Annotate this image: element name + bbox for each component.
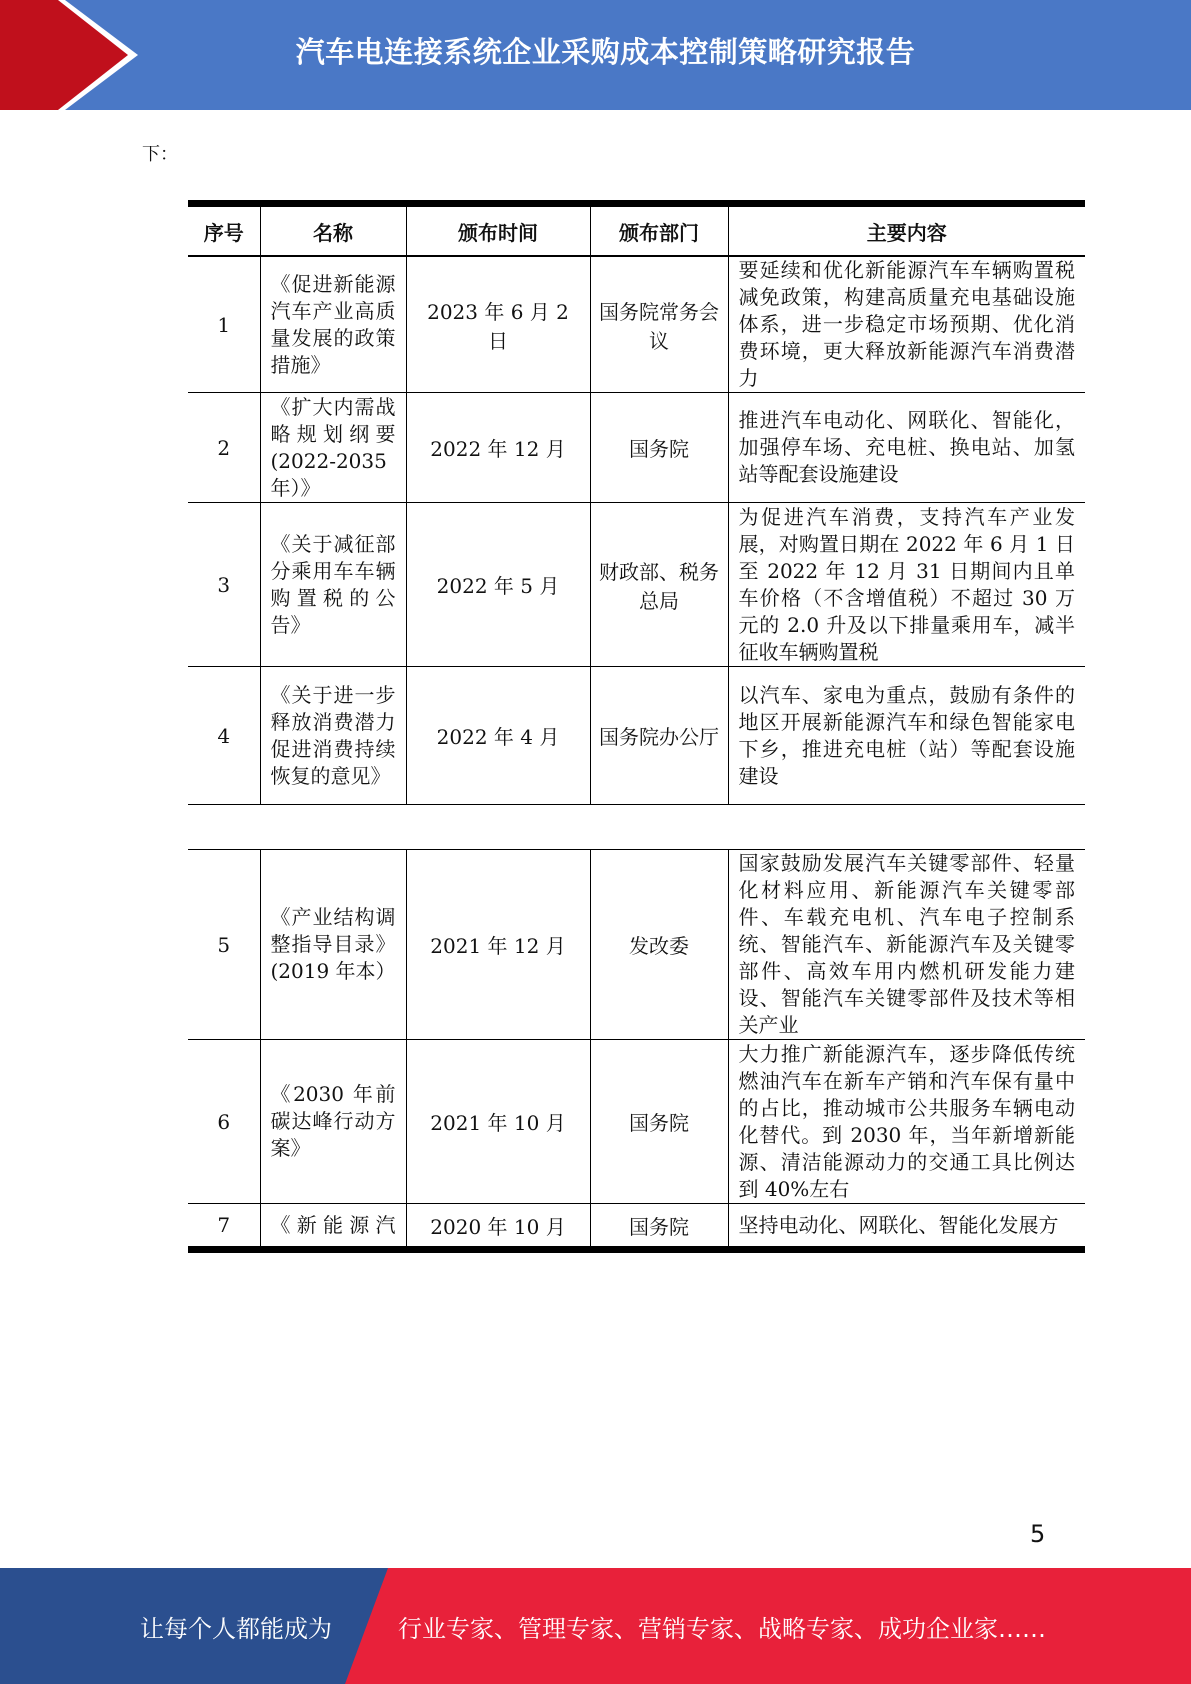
issuing-department: 国务院 xyxy=(590,1040,728,1204)
policy-name: 《扩大内需战略规划纲要(2022-2035年）》 xyxy=(260,393,406,503)
issue-date: 2022 年 5 月 xyxy=(406,503,590,667)
row-number: 1 xyxy=(188,256,260,393)
issuing-department: 国务院 xyxy=(590,393,728,503)
column-header: 名称 xyxy=(260,204,406,257)
policy-name: 《2030 年前碳达峰行动方案》 xyxy=(260,1040,406,1204)
policy-content: 为促进汽车消费，支持汽车产业发展，对购置日期在 2022 年 6 月 1 日至 2022 年 12 月 31 日期间内且单车价格（不含增值税）不超过 30 万元的 2.0 升及以下排量乘用车，减半征收车辆购置税 xyxy=(728,503,1085,667)
issue-date: 2021 年 10 月 xyxy=(406,1040,590,1204)
table-row xyxy=(188,667,1085,805)
column-header: 序号 xyxy=(188,204,260,257)
table-row xyxy=(188,393,1085,503)
policy-name: 《产业结构调整指导目录》(2019 年本） xyxy=(260,850,406,1040)
row-number: 2 xyxy=(188,393,260,503)
row-number: 7 xyxy=(188,1204,260,1250)
page-number: 5 xyxy=(1030,1520,1046,1548)
policy-table-part-1 xyxy=(188,200,1085,805)
issuing-department: 财政部、税务总局 xyxy=(590,503,728,667)
table-header-row xyxy=(188,204,1085,257)
policy-name: 《关于进一步释放消费潜力促进消费持续恢复的意见》 xyxy=(260,667,406,805)
table-row xyxy=(188,256,1085,393)
policy-name: 《关于减征部分乘用车车辆购置税的公告》 xyxy=(260,503,406,667)
column-header: 主要内容 xyxy=(728,204,1085,257)
issuing-department: 国务院 xyxy=(590,1204,728,1250)
table-row xyxy=(188,503,1085,667)
issue-date: 2021 年 12 月 xyxy=(406,850,590,1040)
intro-text: 下： xyxy=(142,144,178,165)
policy-name: 《新能源汽 xyxy=(260,1204,406,1250)
policy-content: 以汽车、家电为重点，鼓励有条件的地区开展新能源汽车和绿色智能家电下乡，推进充电桩（站）等配套设施建设 xyxy=(728,667,1085,805)
issuing-department: 国务院常务会议 xyxy=(590,256,728,393)
policy-content: 推进汽车电动化、网联化、智能化，加强停车场、充电桩、换电站、加氢站等配套设施建设 xyxy=(728,393,1085,503)
issuing-department: 发改委 xyxy=(590,850,728,1040)
policy-content: 坚持电动化、网联化、智能化发展方 xyxy=(728,1204,1085,1250)
policy-table-part-2 xyxy=(188,849,1085,1253)
issue-date: 2020 年 10 月 xyxy=(406,1204,590,1250)
policy-content: 要延续和优化新能源汽车车辆购置税减免政策，构建高质量充电基础设施体系，进一步稳定市场预期、优化消费环境，更大释放新能源汽车消费潜力 xyxy=(728,256,1085,393)
issue-date: 2022 年 12 月 xyxy=(406,393,590,503)
policy-content: 国家鼓励发展汽车关键零部件、轻量化材料应用、新能源汽车关键零部件、车载充电机、汽车电子控制系统、智能汽车、新能源汽车及关键零部件、高效车用内燃机研发能力建设、智能汽车关键零部件及技术等相关产业 xyxy=(728,850,1085,1040)
page-footer xyxy=(0,1568,1191,1684)
table-row xyxy=(188,1040,1085,1204)
issue-date: 2022 年 4 月 xyxy=(406,667,590,805)
table-row xyxy=(188,1204,1085,1250)
row-number: 3 xyxy=(188,503,260,667)
report-title: 汽车电连接系统企业采购成本控制策略研究报告 xyxy=(295,34,916,69)
table-row xyxy=(188,850,1085,1040)
footer-slogan-right: 行业专家、管理专家、营销专家、战略专家、成功企业家…… xyxy=(398,1614,1046,1643)
row-number: 5 xyxy=(188,850,260,1040)
policy-name: 《促进新能源汽车产业高质量发展的政策措施》 xyxy=(260,256,406,393)
page-header xyxy=(0,0,1191,110)
row-number: 6 xyxy=(188,1040,260,1204)
policy-content: 大力推广新能源汽车，逐步降低传统燃油汽车在新车产销和汽车保有量中的占比，推动城市公共服务车辆电动化替代。到 2030 年，当年新增新能源、清洁能源动力的交通工具比例达到 40%左右 xyxy=(728,1040,1085,1204)
row-number: 4 xyxy=(188,667,260,805)
issue-date: 2023 年 6 月 2 日 xyxy=(406,256,590,393)
column-header: 颁布时间 xyxy=(406,204,590,257)
column-header: 颁布部门 xyxy=(590,204,728,257)
issuing-department: 国务院办公厅 xyxy=(590,667,728,805)
footer-slogan-left: 让每个人都能成为 xyxy=(140,1614,332,1643)
